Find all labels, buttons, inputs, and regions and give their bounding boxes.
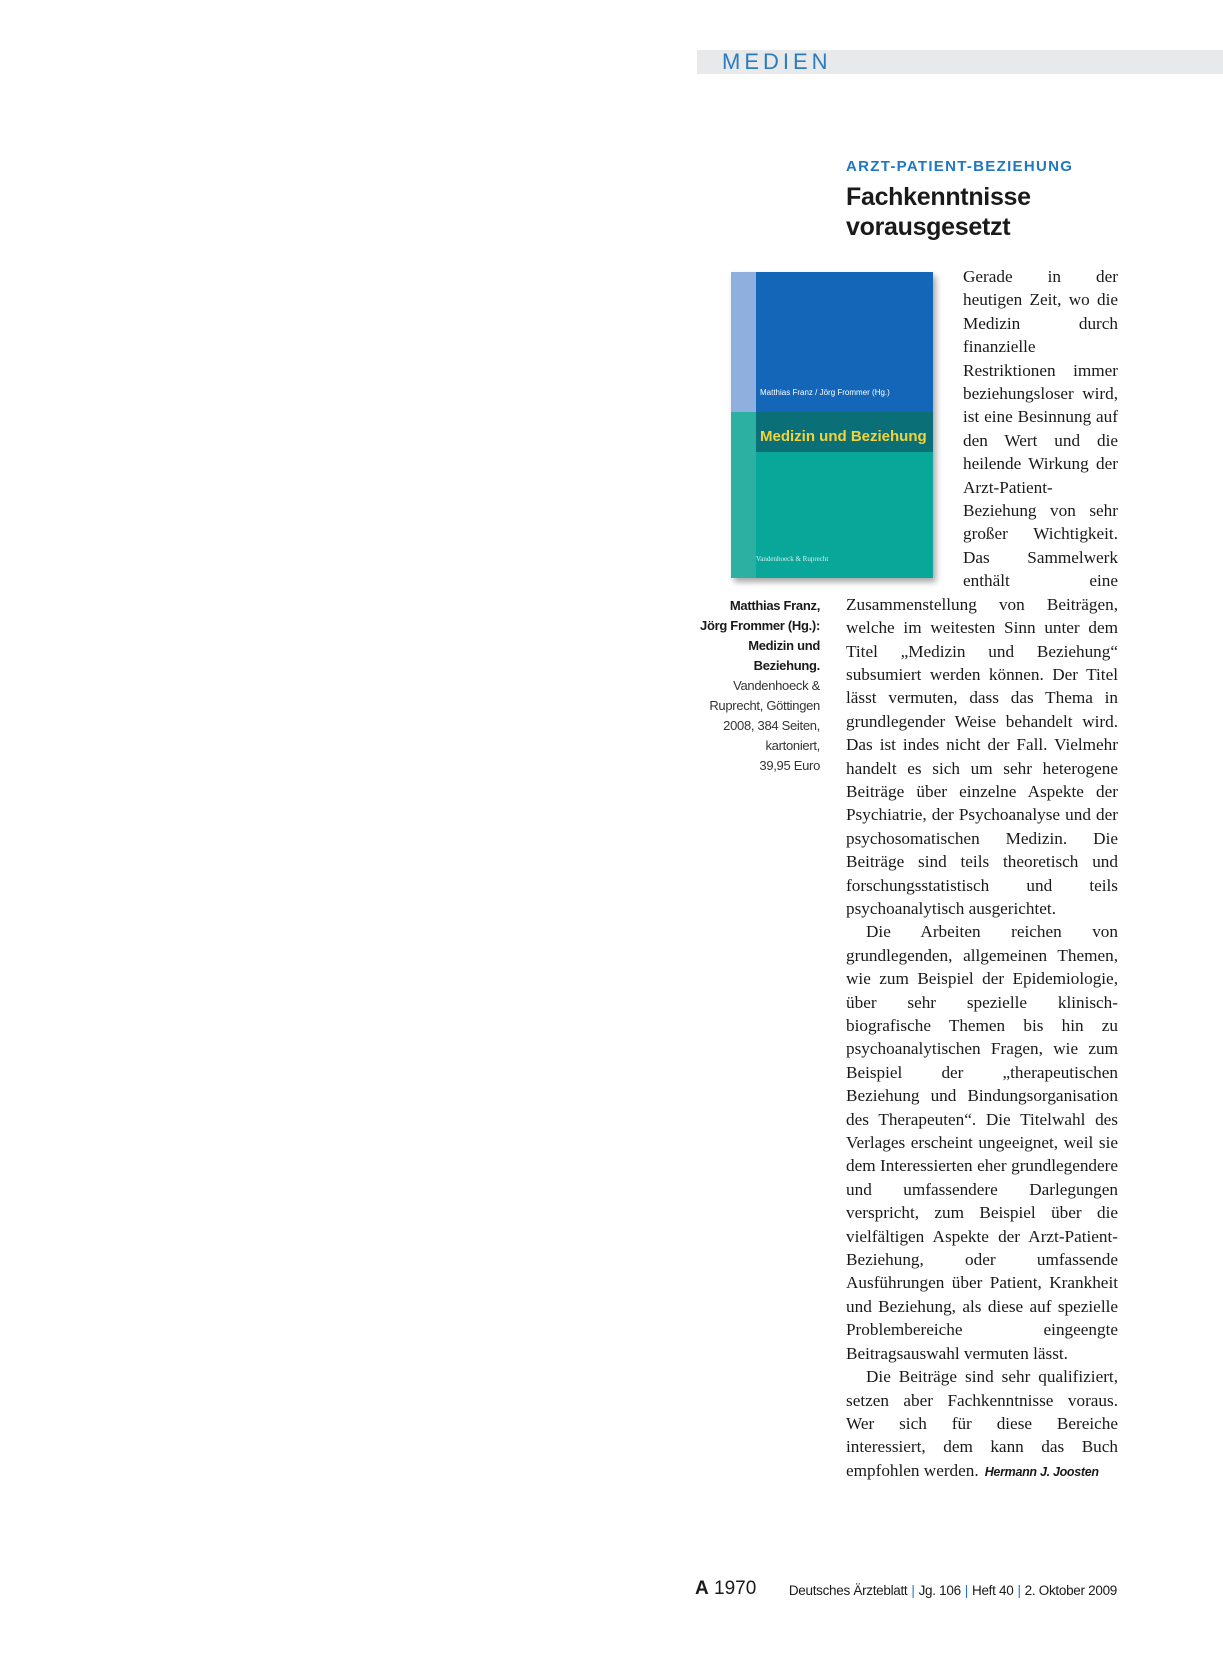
journal-info (789, 1582, 1117, 1600)
caption-line: Vandenhoeck & (733, 678, 820, 693)
article-headline (846, 182, 1166, 242)
page-number-value: 1970 (714, 1578, 757, 1599)
section-label: MEDIEN (722, 49, 832, 74)
article-kicker: ARZT-PATIENT-BEZIEHUNG (846, 158, 1074, 175)
headline-line-2: vorausgesetzt (846, 213, 1011, 241)
article-body (846, 265, 1118, 1484)
caption-line: Ruprecht, Göttingen (709, 698, 820, 713)
article-paragraph-last (846, 1365, 1118, 1484)
caption-line: kartoniert, (765, 738, 820, 753)
caption-line: Matthias Franz, (729, 598, 820, 613)
journal-date: 2. Oktober 2009 (1024, 1583, 1117, 1598)
cover-publisher: Vandenhoeck & Ruprecht (756, 555, 829, 563)
footer-separator: | (1017, 1583, 1021, 1598)
caption-line: 39,95 Euro (759, 758, 820, 773)
caption-line: Medizin und (748, 638, 820, 653)
page-footer (695, 1578, 1117, 1600)
journal-issue: Heft 40 (972, 1583, 1014, 1598)
article-author: Hermann J. Joosten (984, 1464, 1099, 1479)
caption-line: Jörg Frommer (Hg.): (700, 618, 820, 633)
article-paragraph: Gerade in der heutigen Zeit, wo die Medizin durch finanzielle Restriktionen immer beziehungsloser wird, ist eine Besinnung auf den Wert und die heilende Wirkung der Arzt-Patient-Beziehung von sehr großer Wichtigkeit. Das Sammelwerk enthält eine Zusammenstellung von Beiträgen, welche im weitesten Sinn unter dem Titel „Medizin und Beziehung“ subsumiert werden können. Der Titel lässt vermuten, dass das Thema in grundlegender Weise behandelt wird. Das ist indes nicht der Fall. Vielmehr handelt es sich um sehr heterogene Beiträge über einzelne Aspekte der Psychiatrie, der Psychoanalyse und der psychosomatischen Medizin. Die Beiträge sind teils theoretisch und forschungsstatistisch und teils psychoanalytisch ausgerichtet. (846, 267, 1118, 918)
cover-title: Medizin und Beziehung (760, 428, 927, 445)
caption-line: 2008, 384 Seiten, (723, 718, 820, 733)
cover-left-stripe (731, 272, 756, 412)
journal-name: Deutsches Ärzteblatt (788, 1583, 908, 1598)
book-caption (660, 596, 820, 776)
headline-line-1: Fachkenntnisse (846, 183, 1031, 211)
cover-left-stripe-lower (731, 412, 756, 578)
cover-authors: Matthias Franz / Jörg Frommer (Hg.) (760, 388, 890, 397)
page-prefix: A (695, 1578, 709, 1599)
article-paragraph: Die Arbeiten reichen von grundlegenden, allgemeinen Themen, wie zum Beispiel der Epidemiologie, über sehr spezielle klinisch-biografische Themen bis hin zu psychoanalytischen Fragen, wie zum Beispiel der „therapeutischen Beziehung und Bindungsorganisation des Therapeuten“. Die Titelwahl des Verlages erscheint ungeeignet, weil sie dem Interessierten eher grundlegendere und umfassendere Darlegungen verspricht, zum Beispiel über die vielfältigen Aspekte der Arzt-Patient-Beziehung, oder umfassende Ausführungen über Patient, Krankheit und Beziehung, als diese auf spezielle Problembereiche eingeengte Beitragsauswahl vermuten lässt. (846, 922, 1118, 1363)
cover-float-spacer (846, 265, 963, 570)
footer-separator: | (964, 1583, 969, 1598)
caption-line: Beziehung. (753, 658, 820, 673)
page-number (695, 1578, 756, 1600)
journal-volume: Jg. 106 (918, 1583, 961, 1598)
article-paragraph-text: Die Beiträge sind sehr qualifiziert, setzen aber Fachkenntnisse voraus. Wer sich für diese Bereiche interessiert, dem kann das Buch empfohlen werden. (846, 1367, 1118, 1480)
footer-separator: | (911, 1583, 915, 1598)
